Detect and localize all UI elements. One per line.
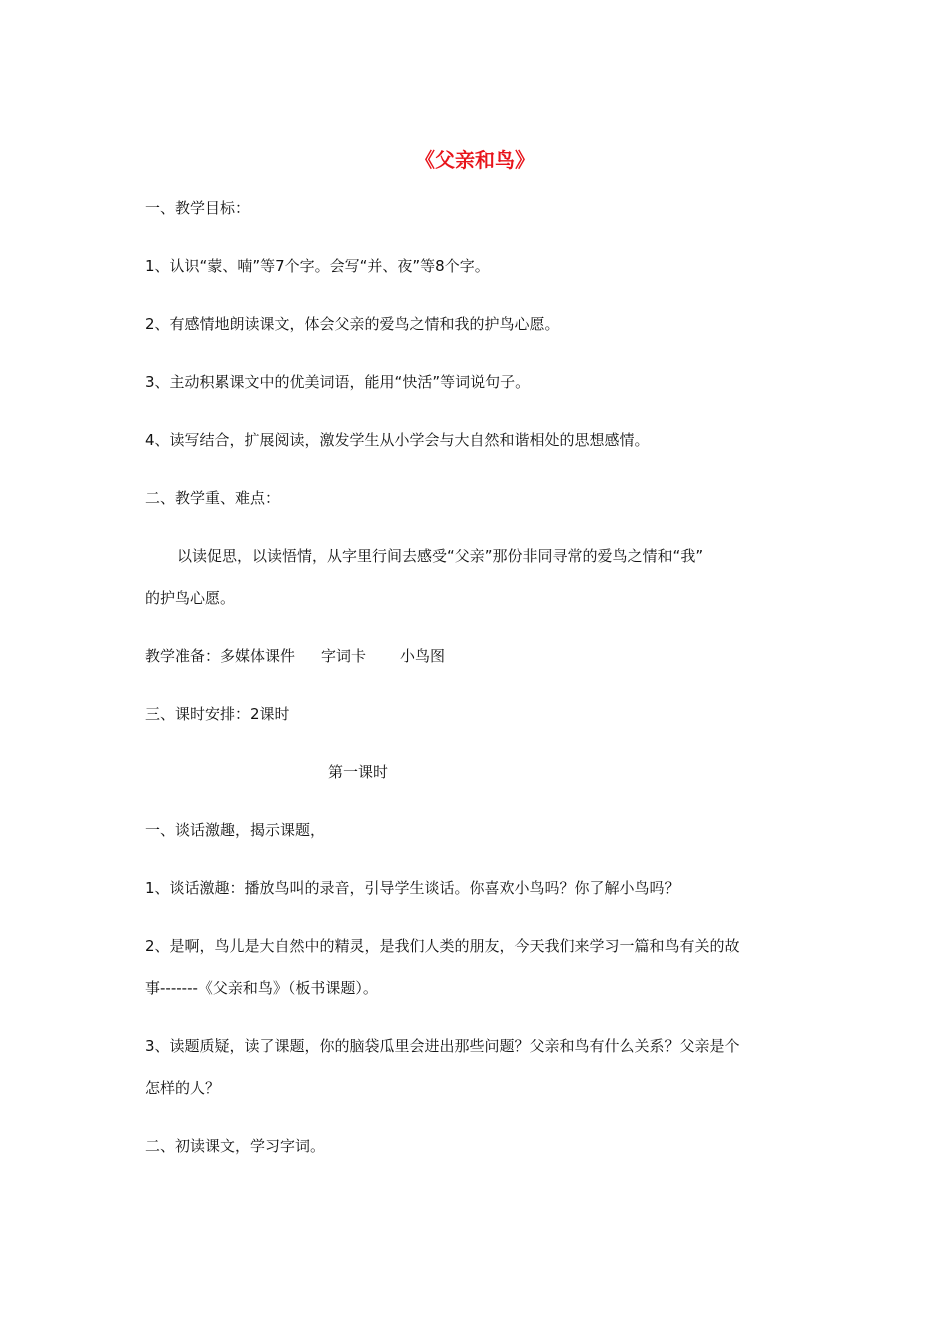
keypoints-paragraph-line-1: 以读促思，以读悟情，从字里行间去感受“父亲”那份非同寻常的爱鸟之情和“我” [177, 547, 704, 565]
preparation-line [145, 645, 445, 667]
section-heading-schedule: 三、课时安排：2课时 [145, 705, 290, 723]
goal-item-1: 1、认识“蒙、喃”等7个字。会写“并、夜”等8个字。 [145, 257, 490, 275]
preparation-label: 教学准备：多媒体课件 [145, 647, 296, 665]
goal-item-4: 4、读写结合，扩展阅读，激发学生从小学会与大自然和谐相处的思想感情。 [145, 431, 650, 449]
preparation-item-picture: 小鸟图 [400, 647, 446, 665]
goal-item-3: 3、主动积累课文中的优美词语，能用“快活”等词说句子。 [145, 373, 531, 391]
step-item-3-line-1: 3、读题质疑，读了课题，你的脑袋瓜里会进出那些问题？父亲和鸟有什么关系？父亲是个 [145, 1037, 740, 1055]
step-item-3-line-2: 怎样的人？ [145, 1079, 221, 1097]
step-heading-intro: 一、谈话激趣，揭示课题， [145, 821, 326, 839]
step-item-1: 1、谈话激趣：播放鸟叫的录音，引导学生谈话。你喜欢小鸟吗？你了解小鸟吗？ [145, 879, 680, 897]
goal-item-2: 2、有感情地朗读课文，体会父亲的爱鸟之情和我的护鸟心愿。 [145, 315, 560, 333]
step-item-2-line-2: 事-------《父亲和鸟》（板书课题）。 [145, 979, 378, 997]
step-item-2-line-1: 2、是啊，鸟儿是大自然中的精灵，是我们人类的朋友，今天我们来学习一篇和鸟有关的故 [145, 937, 740, 955]
section-heading-keypoints: 二、教学重、难点： [145, 489, 281, 507]
document-title: 《父亲和鸟》 [415, 148, 535, 172]
keypoints-paragraph-line-2: 的护鸟心愿。 [145, 589, 236, 607]
preparation-item-cards: 字词卡 [321, 647, 367, 665]
lesson-subheading: 第一课时 [328, 763, 389, 781]
section-heading-goals: 一、教学目标： [145, 199, 251, 217]
step-heading-reading: 二、初读课文，学习字词。 [145, 1137, 326, 1155]
